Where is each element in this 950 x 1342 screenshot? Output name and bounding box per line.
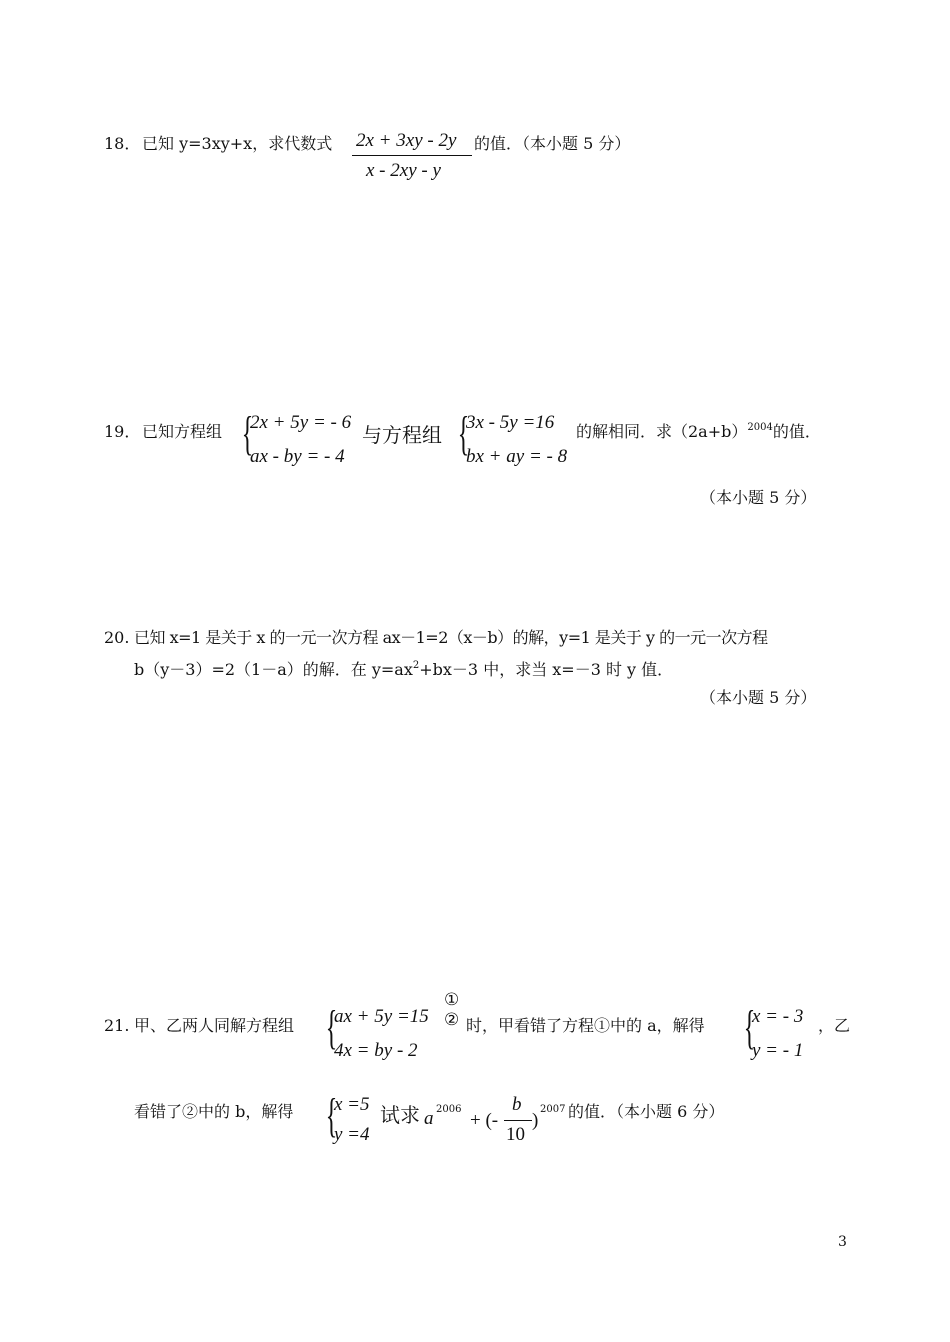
q18-denominator: x - 2xy - y — [366, 160, 441, 181]
q19-brace-right: { — [457, 407, 470, 460]
q21-close: ) — [532, 1110, 539, 1131]
q21-frac-num: b — [512, 1094, 522, 1115]
q21-text-after: 的值．（本小题 6 分） — [568, 1102, 725, 1121]
q18-text-before: 已知 y=3xy+x，求代数式 — [142, 134, 333, 153]
q20-line2-a: b（y－3）=2（1－a）的解．在 y=ax — [134, 660, 413, 679]
q18-numerator: 2x + 3xy - 2y — [356, 130, 457, 151]
q21-expr-a: a — [424, 1108, 434, 1129]
q21-text-mid: 时，甲看错了方程①中的 a，解得 — [466, 1016, 705, 1035]
q19-sys2-eq2: bx + ay = - 8 — [466, 446, 568, 467]
q21-mark-2: ② — [444, 1010, 460, 1030]
q21-text-before: 甲、乙两人同解方程组 — [134, 1016, 295, 1035]
q21-try: 试求 — [380, 1105, 420, 1127]
q21-sol2-x: x =5 — [334, 1094, 370, 1115]
q19-sys1-eq2: ax - by = - 4 — [250, 446, 345, 467]
q20-score: （本小题 5 分） — [700, 688, 817, 707]
q21-brace-system: { — [325, 1001, 338, 1054]
q21-fraction-bar — [504, 1120, 532, 1121]
q21-text-end: ，乙 — [818, 1016, 851, 1035]
q21-number: 21. — [104, 1016, 130, 1035]
q21-brace-sol1: { — [743, 1001, 756, 1054]
q20-number: 20. — [104, 628, 130, 647]
q21-mark-1: ① — [444, 990, 460, 1010]
q19-text-after — [576, 422, 821, 445]
q19-score: （本小题 5 分） — [700, 488, 817, 507]
q18-text-after: 的值．（本小题 5 分） — [474, 134, 631, 153]
q21-plus: + (- — [470, 1110, 499, 1131]
q18-fraction-bar — [352, 155, 472, 156]
q19-text-before: 已知方程组 — [142, 422, 223, 441]
q21-sys-eq1: ax + 5y =15 — [334, 1006, 429, 1027]
q21-sol1-x: x = - 3 — [752, 1006, 804, 1027]
q21-sys-eq2: 4x = by - 2 — [334, 1040, 418, 1061]
q20-line2-b: +bx－3 中，求当 x=－3 时 y 值． — [419, 660, 674, 679]
q18-number: 18． — [104, 134, 141, 153]
q21-brace-sol2: { — [325, 1089, 338, 1142]
q19-sys1-eq1: 2x + 5y = - 6 — [250, 412, 352, 433]
q21-sol2-y: y =4 — [334, 1124, 370, 1145]
q19-brace-left: { — [241, 407, 254, 460]
q20-line1: 已知 x=1 是关于 x 的一元一次方程 ax－1=2（x－b）的解，y=1 是关于 y 的一元一次方程 — [134, 628, 768, 647]
q21-line2-before: 看错了②中的 b，解得 — [134, 1102, 294, 1121]
page-number: 3 — [838, 1234, 847, 1250]
q19-connector: 与方程组 — [362, 425, 442, 447]
q21-frac-den: 10 — [506, 1124, 525, 1145]
q21-sol1-y: y = - 1 — [752, 1040, 804, 1061]
q19-text-after-b: 的值． — [772, 422, 821, 441]
q19-text-after-a: 的解相同．求（2a+b） — [576, 422, 748, 441]
q20-line2-sup: 2 — [412, 660, 420, 671]
q19-number: 19． — [104, 422, 141, 441]
q21-exp1: 2006 — [436, 1104, 462, 1115]
q20-line2 — [134, 660, 673, 683]
q19-exponent: 2004 — [747, 422, 773, 433]
q21-exp2: 2007 — [540, 1104, 566, 1115]
q19-sys2-eq1: 3x - 5y =16 — [466, 412, 555, 433]
